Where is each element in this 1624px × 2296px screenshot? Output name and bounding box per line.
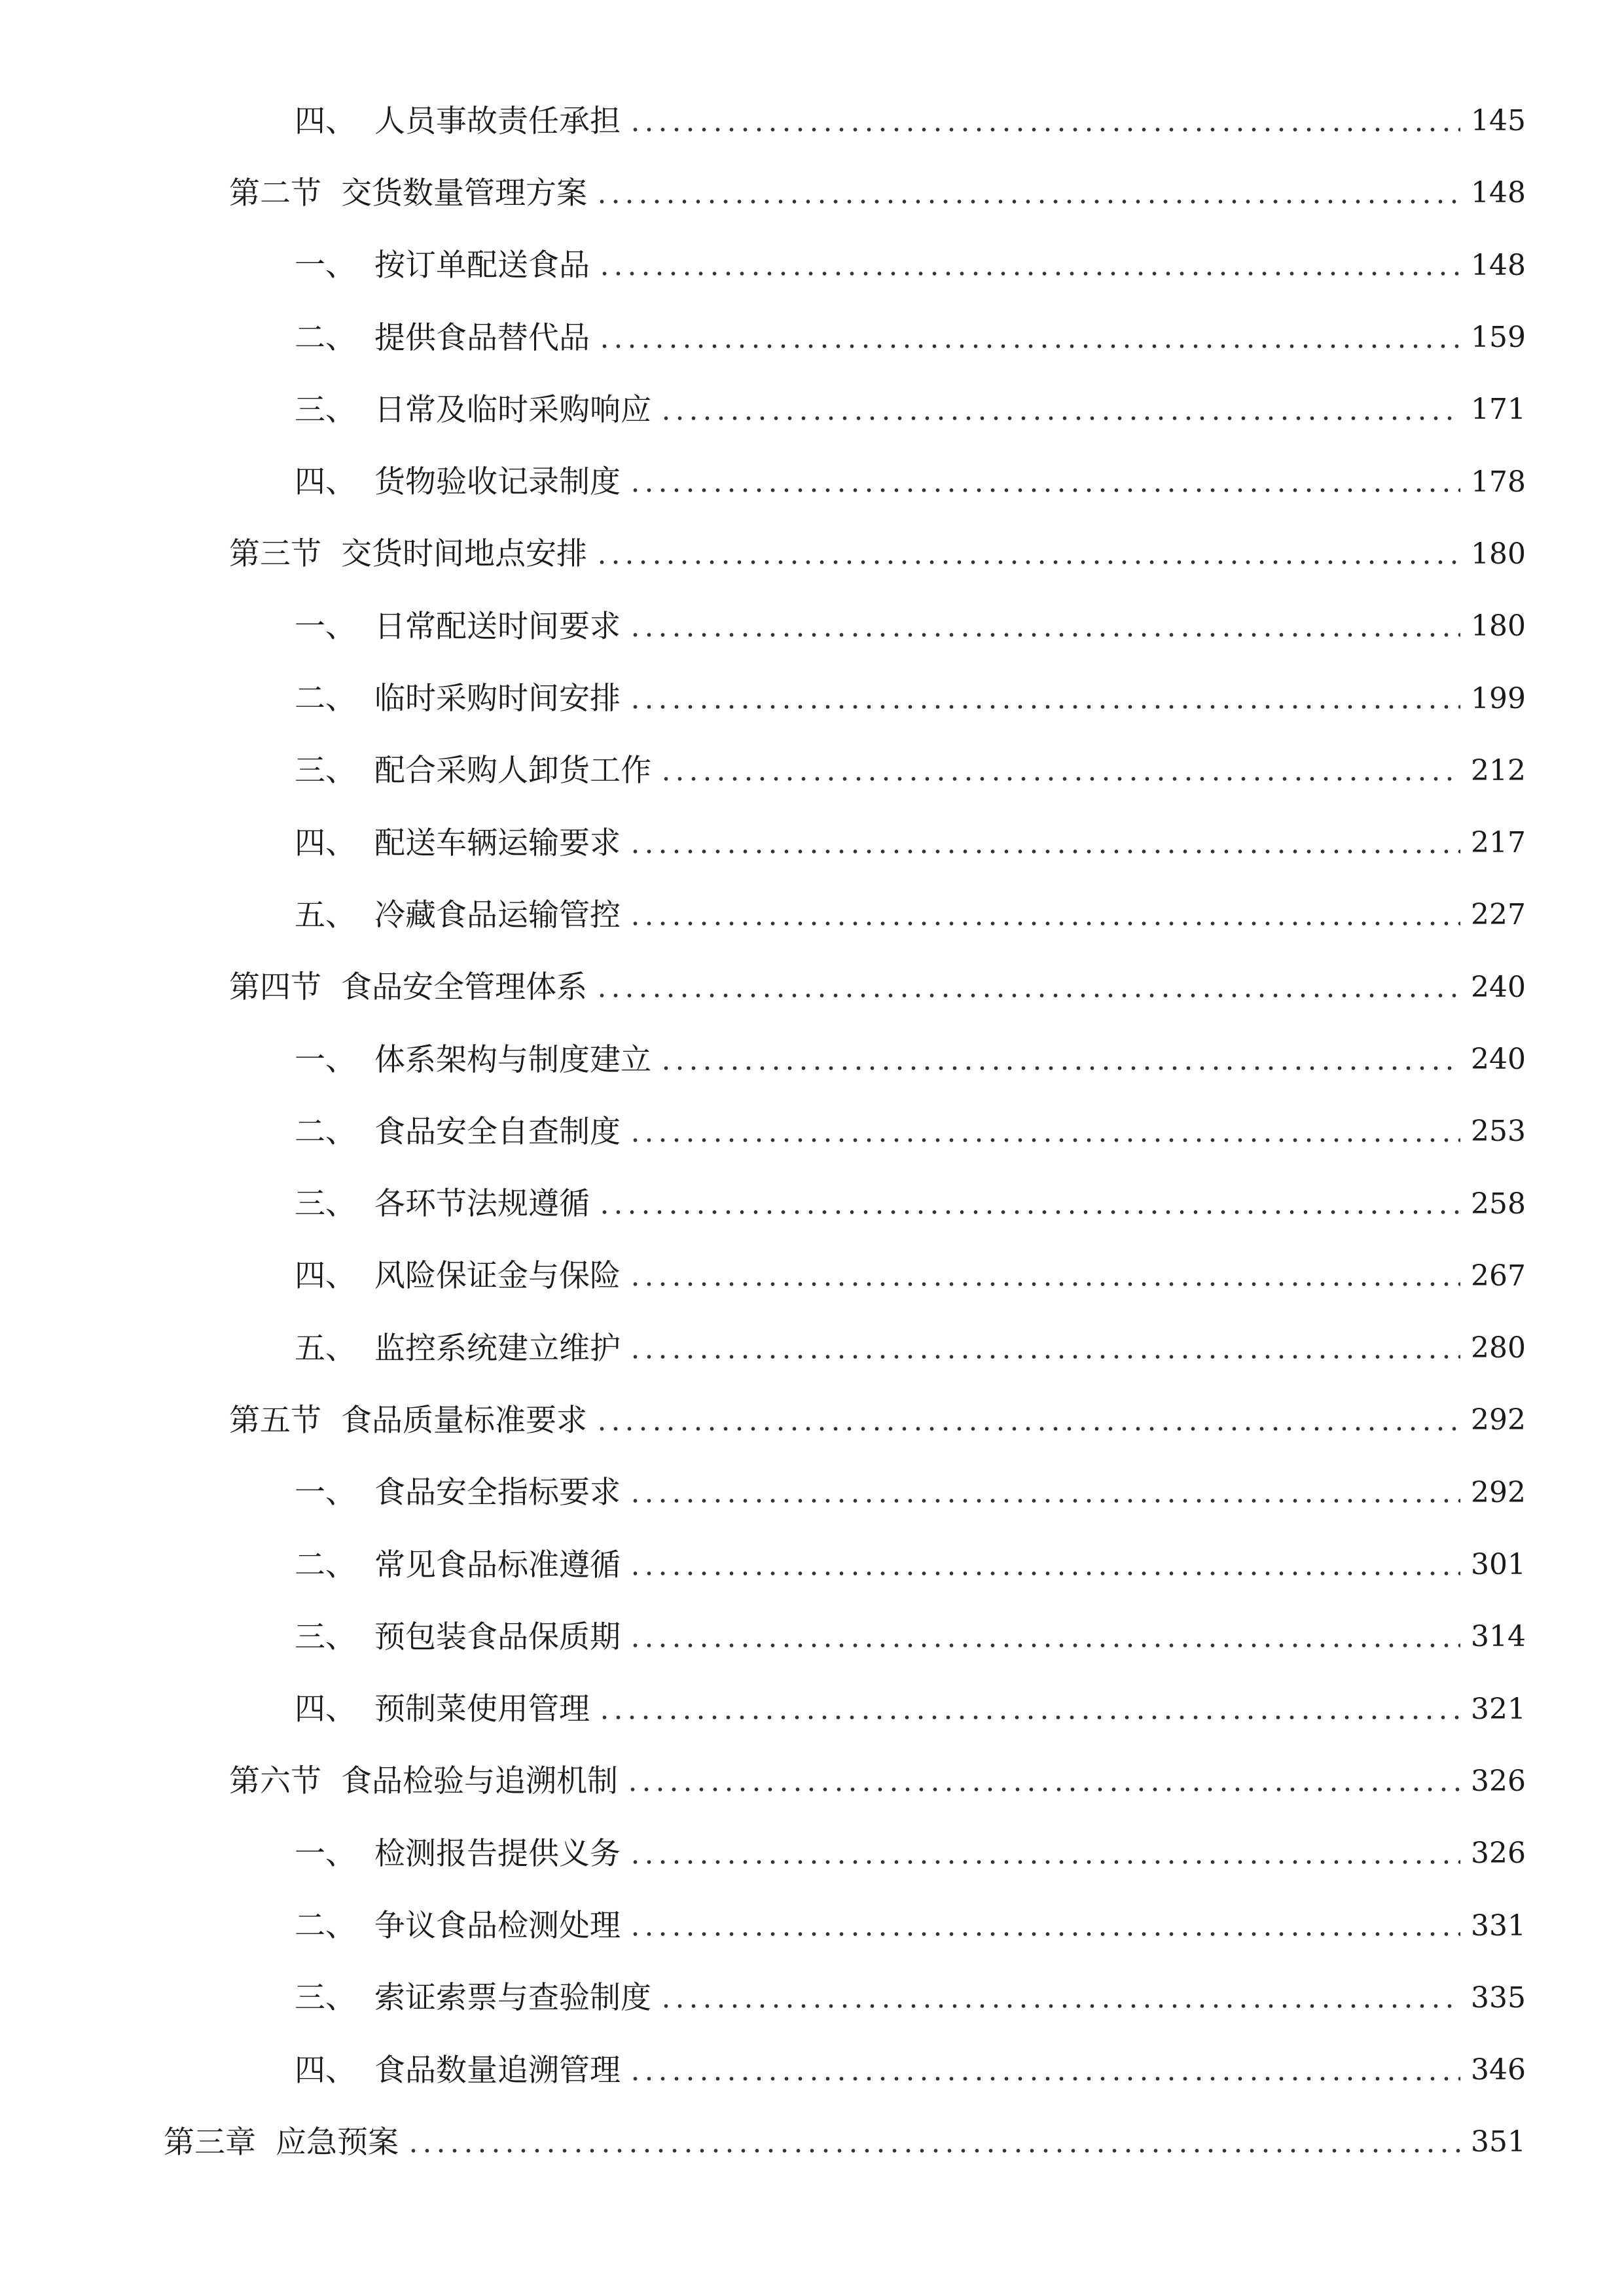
- toc-entry[interactable]: [0, 1096, 1624, 1168]
- toc-entry[interactable]: [0, 157, 1624, 229]
- toc-entry-number: 一、: [295, 1835, 356, 1872]
- toc-entry-page: 292: [1471, 1475, 1526, 1509]
- toc-entry-number: 四、: [295, 825, 356, 861]
- toc-entry-number: 三、: [295, 753, 356, 789]
- toc-entry-page: 171: [1471, 393, 1526, 427]
- toc-entry-title: 交货数量管理方案: [341, 175, 587, 211]
- toc-entry-title: 体系架构与制度建立: [374, 1041, 651, 1078]
- dot-leader: [628, 1261, 1460, 1291]
- dot-leader: [628, 106, 1460, 137]
- toc-entry-page: 267: [1471, 1259, 1526, 1293]
- toc-entry[interactable]: [0, 1024, 1624, 1096]
- toc-entry-number: 第三章: [164, 2124, 256, 2161]
- toc-entry[interactable]: [0, 590, 1624, 662]
- toc-entry-number: 一、: [295, 1475, 356, 1511]
- toc-entry-page: 217: [1471, 826, 1526, 860]
- dot-leader: [595, 178, 1460, 209]
- dot-leader: [628, 467, 1460, 497]
- dot-leader: [659, 1982, 1460, 2013]
- toc-entry-title: 检测报告提供义务: [374, 1835, 621, 1872]
- toc-entry-number: 一、: [295, 247, 356, 284]
- toc-entry-title: 临时采购时间安排: [374, 681, 621, 717]
- toc-entry-page: 326: [1471, 1764, 1526, 1798]
- toc-entry-number: 四、: [295, 1258, 356, 1295]
- dot-leader: [598, 1189, 1460, 1219]
- toc-entry-number: 第六节: [229, 1763, 321, 1800]
- toc-entry-number: 二、: [295, 1908, 356, 1945]
- dot-leader: [626, 1766, 1460, 1797]
- toc-entry[interactable]: [0, 85, 1624, 157]
- toc-entry-title: 配送车辆运输要求: [374, 825, 621, 861]
- table-of-contents: [0, 85, 1624, 2179]
- toc-entry[interactable]: [0, 735, 1624, 807]
- toc-entry[interactable]: [0, 302, 1624, 374]
- toc-entry-page: 326: [1471, 1837, 1526, 1871]
- toc-entry-page: 258: [1471, 1187, 1526, 1221]
- toc-entry[interactable]: [0, 2106, 1624, 2178]
- toc-entry-number: 第三节: [229, 536, 321, 573]
- dot-leader: [659, 755, 1460, 786]
- toc-entry-number: 第二节: [229, 175, 321, 211]
- toc-entry-number: 四、: [295, 103, 356, 139]
- toc-entry-page: 212: [1471, 753, 1526, 787]
- toc-entry[interactable]: [0, 1240, 1624, 1312]
- toc-entry[interactable]: [0, 1601, 1624, 1673]
- toc-entry-title: 食品安全管理体系: [341, 969, 587, 1006]
- dot-leader: [598, 1694, 1460, 1725]
- toc-entry-page: 292: [1471, 1403, 1526, 1437]
- toc-entry-page: 351: [1471, 2125, 1526, 2159]
- dot-leader: [628, 1622, 1460, 1653]
- toc-entry-title: 提供食品替代品: [374, 319, 590, 356]
- toc-entry-page: 321: [1471, 1692, 1526, 1726]
- toc-entry[interactable]: [0, 952, 1624, 1024]
- toc-entry-number: 五、: [295, 897, 356, 933]
- dot-leader: [598, 323, 1460, 353]
- toc-entry-number: 三、: [295, 1980, 356, 2017]
- toc-entry-title: 食品安全指标要求: [374, 1475, 621, 1511]
- toc-entry-page: 227: [1471, 898, 1526, 932]
- toc-entry-page: 145: [1471, 104, 1526, 138]
- toc-entry[interactable]: [0, 518, 1624, 590]
- toc-entry-title: 人员事故责任承担: [374, 103, 621, 139]
- toc-entry-number: 第四节: [229, 969, 321, 1006]
- toc-entry-title: 按订单配送食品: [374, 247, 590, 284]
- dot-leader: [628, 900, 1460, 931]
- dot-leader: [595, 539, 1460, 569]
- toc-entry[interactable]: [0, 1529, 1624, 1601]
- toc-entry[interactable]: [0, 807, 1624, 879]
- dot-leader: [595, 1405, 1460, 1436]
- toc-entry-title: 应急预案: [276, 2124, 399, 2161]
- toc-entry-number: 三、: [295, 1619, 356, 1655]
- dot-leader: [595, 972, 1460, 1003]
- dot-leader: [628, 1117, 1460, 1147]
- dot-leader: [406, 2127, 1460, 2158]
- toc-entry[interactable]: [0, 1384, 1624, 1456]
- toc-entry-number: 二、: [295, 681, 356, 717]
- toc-entry-title: 各环节法规遵循: [374, 1186, 590, 1223]
- toc-entry-title: 预包装食品保质期: [374, 1619, 621, 1655]
- toc-entry-page: 301: [1471, 1548, 1526, 1582]
- dot-leader: [598, 250, 1460, 281]
- dot-leader: [659, 1045, 1460, 1075]
- toc-entry-page: 148: [1471, 248, 1526, 282]
- toc-entry-page: 159: [1471, 321, 1526, 355]
- toc-entry[interactable]: [0, 1818, 1624, 1890]
- toc-entry[interactable]: [0, 1962, 1624, 2034]
- toc-entry-title: 风险保证金与保险: [374, 1258, 621, 1295]
- dot-leader: [659, 395, 1460, 425]
- toc-entry-title: 监控系统建立维护: [374, 1330, 621, 1367]
- dot-leader: [628, 828, 1460, 859]
- toc-entry-page: 180: [1471, 609, 1526, 643]
- toc-entry-title: 常见食品标准遵循: [374, 1547, 621, 1583]
- toc-entry-title: 日常配送时间要求: [374, 608, 621, 645]
- toc-entry-page: 346: [1471, 2053, 1526, 2087]
- toc-entry-number: 三、: [295, 1186, 356, 1223]
- toc-entry[interactable]: [0, 1168, 1624, 1240]
- toc-entry[interactable]: [0, 2034, 1624, 2106]
- toc-entry-title: 食品数量追溯管理: [374, 2052, 621, 2089]
- toc-entry-page: 331: [1471, 1909, 1526, 1943]
- toc-entry-title: 货物验收记录制度: [374, 464, 621, 501]
- toc-entry-number: 四、: [295, 464, 356, 501]
- toc-entry-title: 食品检验与追溯机制: [341, 1763, 618, 1800]
- dot-leader: [628, 2055, 1460, 2086]
- toc-entry-page: 178: [1471, 465, 1526, 499]
- toc-entry-number: 二、: [295, 1547, 356, 1583]
- toc-entry-number: 四、: [295, 2052, 356, 2089]
- toc-entry-number: 五、: [295, 1330, 356, 1367]
- toc-entry-page: 148: [1471, 176, 1526, 210]
- dot-leader: [628, 1477, 1460, 1508]
- toc-entry-page: 240: [1471, 970, 1526, 1004]
- toc-entry-title: 索证索票与查验制度: [374, 1980, 651, 2017]
- dot-leader: [628, 611, 1460, 642]
- dot-leader: [628, 1550, 1460, 1581]
- toc-entry-title: 预制菜使用管理: [374, 1691, 590, 1728]
- toc-entry-title: 日常及临时采购响应: [374, 391, 651, 428]
- toc-entry-page: 199: [1471, 681, 1526, 715]
- dot-leader: [628, 1839, 1460, 1869]
- toc-entry-page: 280: [1471, 1331, 1526, 1365]
- toc-entry[interactable]: [0, 1457, 1624, 1529]
- toc-entry-number: 一、: [295, 608, 356, 645]
- toc-entry-title: 交货时间地点安排: [341, 536, 587, 573]
- toc-entry-page: 335: [1471, 1981, 1526, 2015]
- toc-entry-title: 争议食品检测处理: [374, 1908, 621, 1945]
- toc-entry-number: 四、: [295, 1691, 356, 1728]
- toc-entry[interactable]: [0, 446, 1624, 518]
- toc-entry[interactable]: [0, 662, 1624, 734]
- toc-entry-number: 一、: [295, 1041, 356, 1078]
- toc-entry-number: 二、: [295, 1113, 356, 1150]
- toc-entry-number: 三、: [295, 391, 356, 428]
- toc-entry[interactable]: [0, 1890, 1624, 1962]
- dot-leader: [628, 1333, 1460, 1364]
- toc-entry-title: 冷藏食品运输管控: [374, 897, 621, 933]
- toc-entry[interactable]: [0, 1746, 1624, 1818]
- toc-entry-page: 240: [1471, 1043, 1526, 1076]
- toc-entry[interactable]: [0, 374, 1624, 446]
- toc-entry-page: 314: [1471, 1620, 1526, 1654]
- toc-entry[interactable]: [0, 1674, 1624, 1746]
- toc-entry[interactable]: [0, 230, 1624, 302]
- toc-entry-title: 食品安全自查制度: [374, 1113, 621, 1150]
- toc-entry-number: 第五节: [229, 1402, 321, 1439]
- toc-entry-title: 配合采购人卸货工作: [374, 753, 651, 789]
- toc-entry-number: 二、: [295, 319, 356, 356]
- toc-entry[interactable]: [0, 879, 1624, 951]
- toc-entry-page: 180: [1471, 537, 1526, 571]
- toc-entry[interactable]: [0, 1312, 1624, 1384]
- toc-entry-page: 253: [1471, 1115, 1526, 1149]
- toc-entry-title: 食品质量标准要求: [341, 1402, 587, 1439]
- dot-leader: [628, 1910, 1460, 1941]
- dot-leader: [628, 683, 1460, 714]
